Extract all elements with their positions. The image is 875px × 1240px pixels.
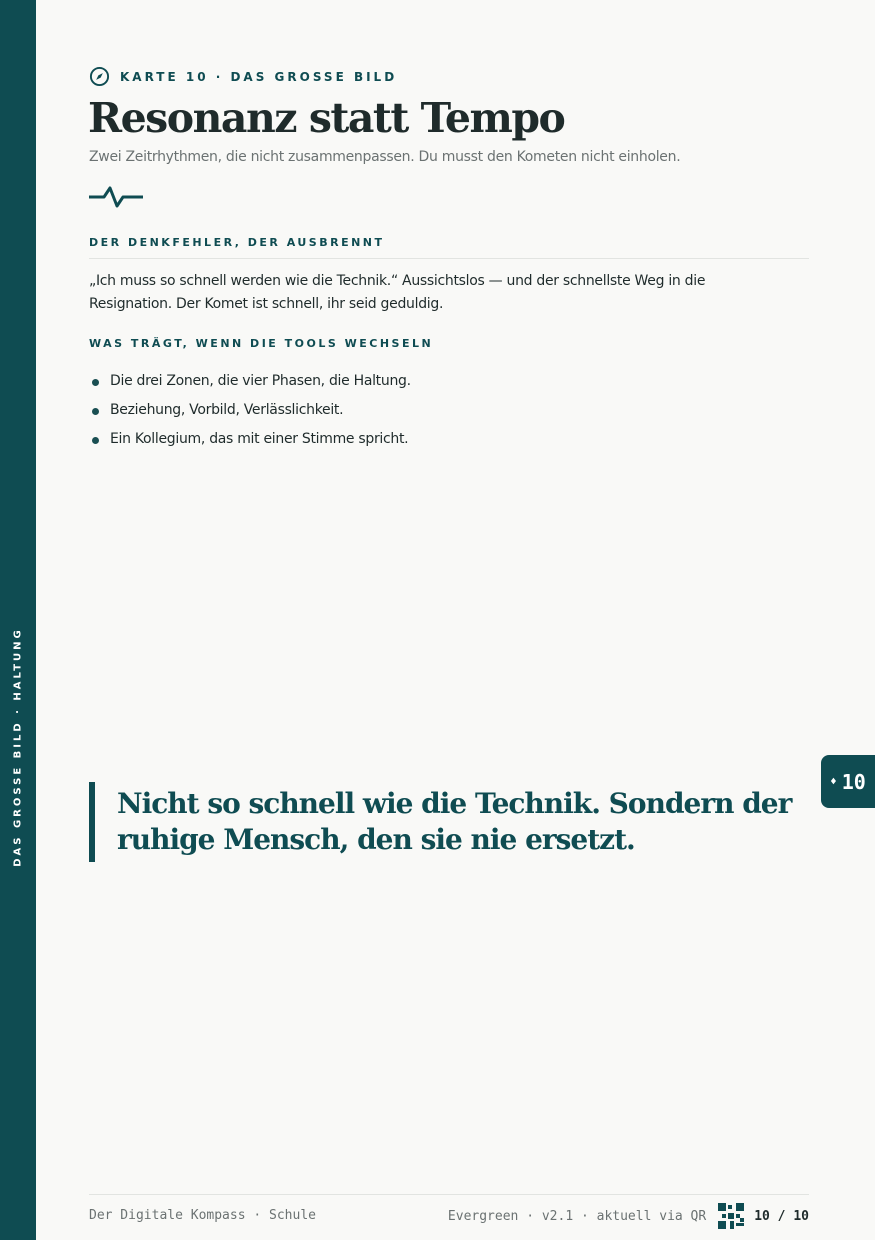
card-number: 10: [841, 769, 866, 794]
bullet-dot-icon: [92, 437, 99, 444]
section-heading-was-traegt: WAS TRÄGT, WENN DIE TOOLS WECHSELN: [89, 337, 434, 350]
footer-right: [448, 1203, 809, 1229]
footer-divider: [89, 1194, 809, 1195]
footer-version-text: Evergreen · v2.1 · aktuell via QR: [447, 1208, 707, 1224]
list-item: [89, 399, 411, 428]
card-label: [89, 66, 397, 87]
compass-icon: [89, 66, 110, 87]
list-item: [89, 428, 411, 457]
bullet-dot-icon: [92, 408, 99, 415]
bullet-dot-icon: [92, 379, 99, 386]
list-item: [89, 370, 411, 399]
card-number-tab[interactable]: [821, 755, 875, 808]
bullet-list: [89, 370, 411, 457]
list-item-text: Beziehung, Vorbild, Verlässlichkeit.: [110, 402, 344, 418]
card-label-text: KARTE 10 · DAS GROSSE BILD: [120, 69, 398, 84]
diamond-icon: ♦: [830, 775, 837, 788]
side-label: DAS GROSSE BILD · HALTUNG: [12, 627, 24, 867]
pulse-line-icon: [89, 186, 143, 208]
quote-bar: [89, 782, 95, 862]
footer-left-text: Der Digitale Kompass · Schule: [89, 1208, 316, 1223]
page-number: 10 / 10: [754, 1208, 809, 1224]
qr-code-icon[interactable]: [718, 1203, 744, 1229]
page-title: Resonanz statt Tempo: [88, 94, 565, 142]
pull-quote: Nicht so schnell wie die Technik. Sondern der ruhige Mensch, den sie nie ersetzt.: [117, 787, 792, 856]
list-item-text: Ein Kollegium, das mit einer Stimme spricht.: [110, 431, 409, 447]
section-divider: [89, 258, 809, 259]
page-subtitle: Zwei Zeitrhythmen, die nicht zusammenpassen. Du musst den Kometen nicht einholen.: [89, 149, 681, 165]
side-band: [0, 0, 36, 1240]
denkfehler-paragraph: „Ich muss so schnell werden wie die Technik.“ Aussichtslos — und der schnellste Weg in die Resignation. Der Komet ist schnell, ihr seid geduldig.: [89, 273, 706, 312]
section-heading-denkfehler: DER DENKFEHLER, DER AUSBRENNT: [89, 236, 385, 249]
list-item-text: Die drei Zonen, die vier Phasen, die Haltung.: [110, 373, 411, 389]
